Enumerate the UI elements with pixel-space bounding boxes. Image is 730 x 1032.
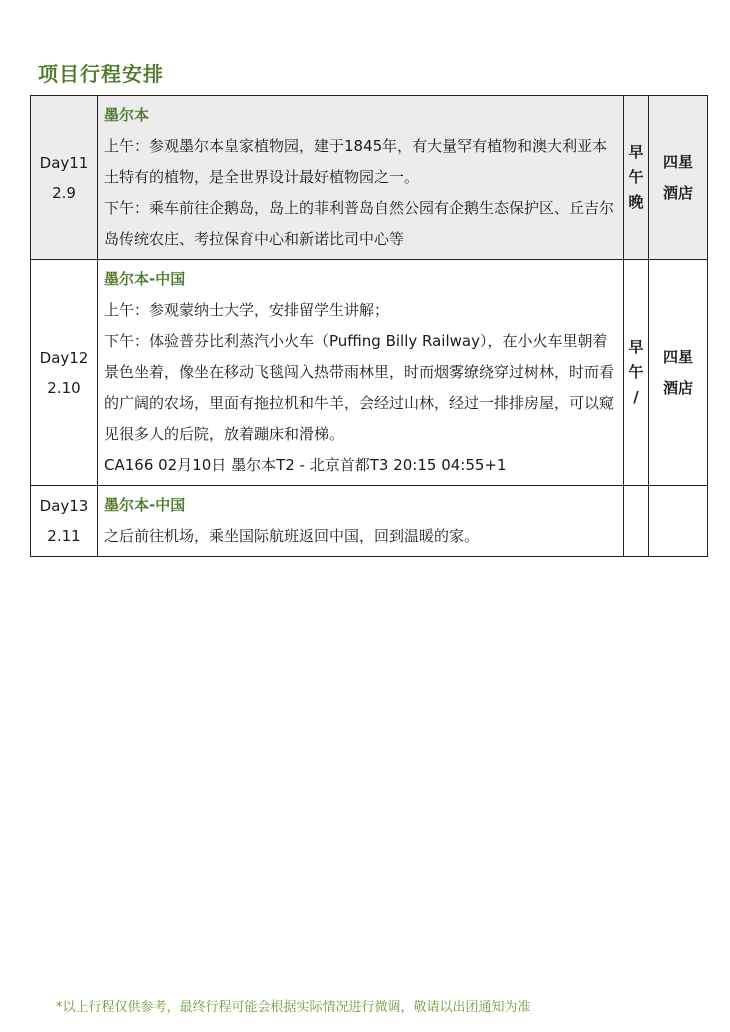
date-label: 2.11 (47, 527, 81, 545)
meal-item: 午 (628, 168, 644, 186)
day-label: Day13 (39, 497, 89, 515)
meal-item: 午 (628, 363, 644, 381)
hotel-cell (649, 96, 708, 260)
hotel-label: 酒店 (662, 183, 693, 202)
hotel-cell (649, 486, 708, 557)
meal-item: 早 (628, 143, 644, 161)
schedule-line: 上午：参观蒙纳士大学，安排留学生讲解； (104, 301, 390, 319)
city-heading: 墨尔本 (104, 106, 150, 124)
meal-cell (624, 486, 649, 557)
hotel-cell (649, 260, 708, 486)
table-row (31, 486, 708, 557)
day-label: Day12 (39, 348, 89, 367)
table-row (31, 260, 708, 486)
description-cell (98, 486, 624, 557)
schedule-line: 下午：乘车前往企鹅岛，岛上的菲利普岛自然公园有企鹅生态保护区、丘吉尔岛传统农庄、考拉保育中心和新诺比司中心等 (104, 199, 615, 248)
day-cell (31, 260, 98, 486)
schedule-line: 上午：参观墨尔本皇家植物园，建于1845年，有大量罕有植物和澳大利亚本土特有的植物，是全世界设计最好植物园之一。 (104, 137, 608, 186)
meal-item: 早 (628, 338, 644, 356)
day-cell (31, 486, 98, 557)
city-heading: 墨尔本-中国 (104, 270, 186, 288)
footnote: *以上行程仅供参考，最终行程可能会根据实际情况进行微调，敬请以出团通知为准 (56, 1000, 531, 1015)
hotel-label: 四星 (662, 152, 693, 171)
meal-item: / (633, 388, 639, 406)
schedule-line: 下午：体验普芬比利蒸汽小火车（Puffing Billy Railway），在小火车里朝着景色坐着，像坐在移动飞毯闯入热带雨林里，时而烟雾缭绕穿过树林，时而看的广阔的农场，里面有拖拉机和牛羊，会经过山林，经过一排排房屋，可以窥见很多人的后院，放着蹦床和滑梯。 (104, 332, 615, 443)
date-label: 2.9 (52, 183, 76, 202)
page-title: 项目行程安排 (38, 62, 164, 86)
description-cell (98, 96, 624, 260)
flight-info: CA166 02月10日 墨尔本T2 - 北京首都T3 20:15 04:55+1 (104, 456, 507, 474)
city-heading: 墨尔本-中国 (104, 496, 186, 514)
date-label: 2.10 (47, 378, 81, 397)
itinerary-table (30, 95, 708, 557)
meal-cell (624, 260, 649, 486)
table-row (31, 96, 708, 260)
day-cell (31, 96, 98, 260)
meal-cell (624, 96, 649, 260)
description-cell (98, 260, 624, 486)
day-label: Day11 (39, 153, 89, 172)
meal-item: 晚 (628, 193, 644, 211)
schedule-line: 之后前往机场，乘坐国际航班返回中国，回到温暖的家。 (104, 527, 480, 545)
hotel-label: 酒店 (662, 378, 693, 397)
hotel-label: 四星 (662, 347, 693, 366)
